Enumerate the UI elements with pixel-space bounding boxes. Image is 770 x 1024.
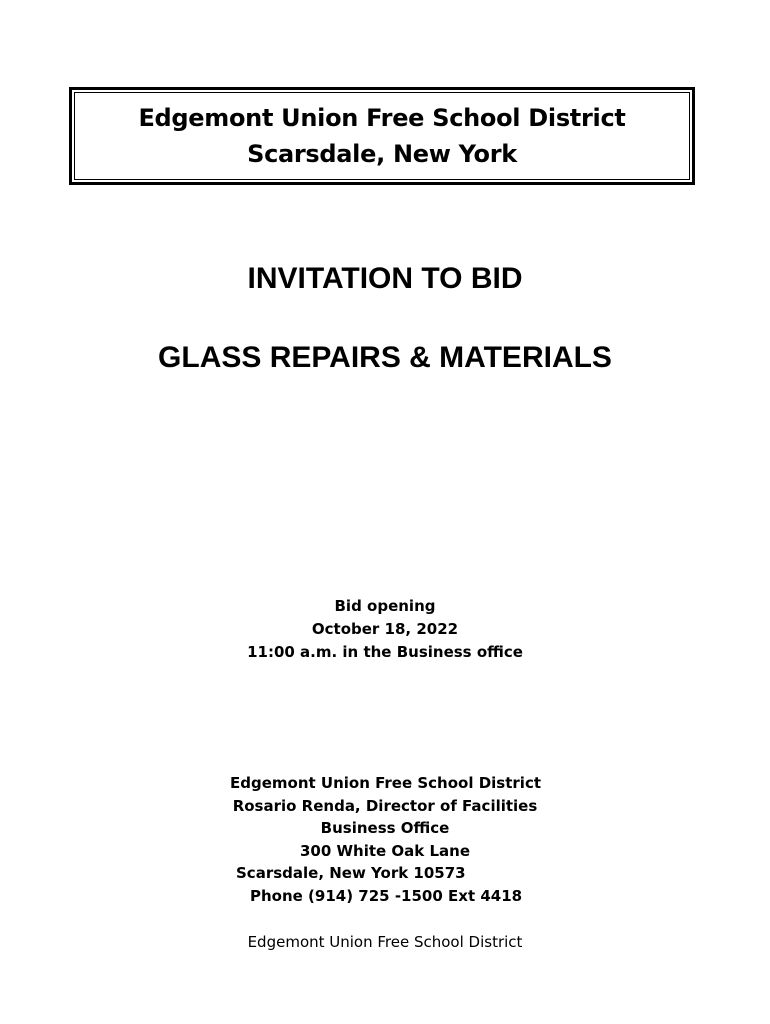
bid-opening-date: October 18, 2022 <box>311 620 459 638</box>
contact-phone: Phone (914) 725 -1500 Ext 4418 <box>250 886 523 905</box>
contact-organization: Edgemont Union Free School District <box>230 774 542 792</box>
contact-city: Scarsdale, New York 10573 <box>236 864 466 882</box>
header-box-inner <box>74 92 690 180</box>
bid-opening-block <box>0 595 770 664</box>
header-box <box>69 87 695 185</box>
bid-opening-label: Bid opening <box>334 597 436 615</box>
contact-block <box>230 772 540 907</box>
district-name-heading: Edgemont Union Free School District <box>138 104 626 132</box>
footer-text: Edgemont Union Free School District <box>247 933 523 951</box>
district-location-heading: Scarsdale, New York <box>247 140 517 168</box>
contact-person: Rosario Renda, Director of Facilities <box>232 796 538 815</box>
document-subtitle: GLASS REPAIRS & MATERIALS <box>158 341 612 374</box>
bid-opening-time-location: 11:00 a.m. in the Business office <box>247 643 523 661</box>
document-title: INVITATION TO BID <box>247 262 523 295</box>
contact-office: Business Office <box>320 819 450 837</box>
contact-street: 300 White Oak Lane <box>299 841 471 860</box>
